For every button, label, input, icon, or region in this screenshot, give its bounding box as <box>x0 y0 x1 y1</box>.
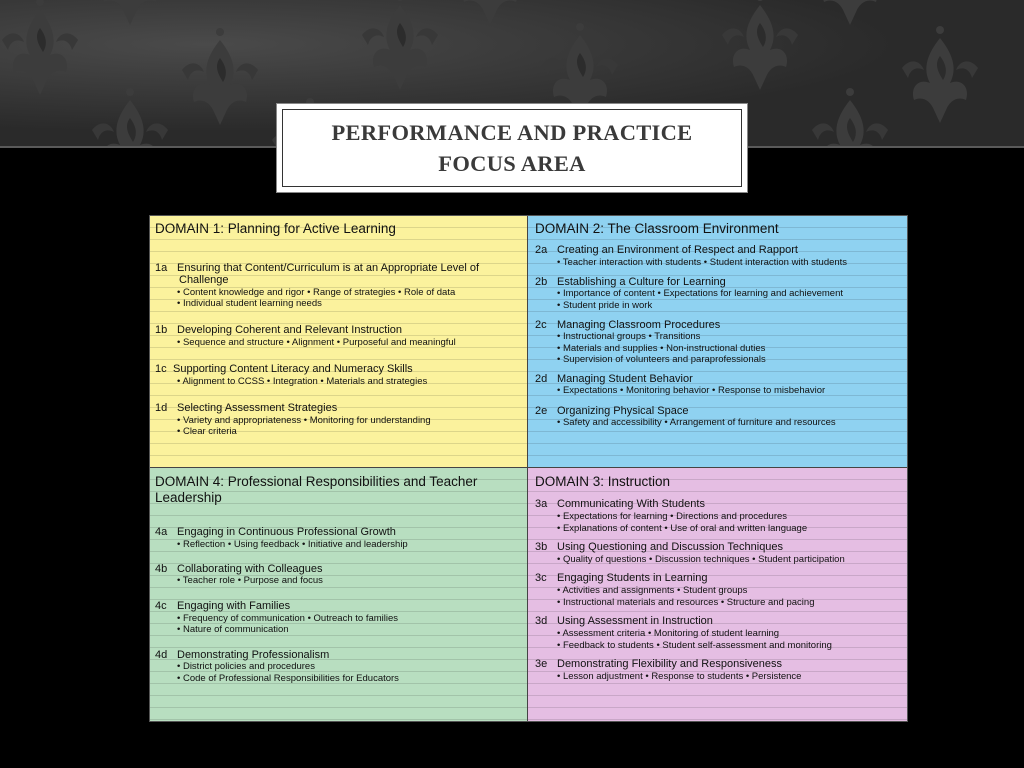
item-3c-title: Engaging Students in Learning <box>557 572 708 584</box>
item-3e <box>535 658 782 670</box>
title-line-2: FOCUS AREA <box>438 151 586 176</box>
item-4b-line-1: • Teacher role • Purpose and focus <box>177 575 323 586</box>
item-1c-num: 1c <box>155 363 167 375</box>
item-1a-line-2: • Individual student learning needs <box>177 298 322 309</box>
item-4b-num: 4b <box>155 563 168 575</box>
item-2e-num: 2e <box>535 405 548 417</box>
grid-divider-vertical <box>527 216 528 721</box>
item-2c-line-1: • Instructional groups • Transitions <box>557 331 701 342</box>
item-2a-line-1: • Teacher interaction with students • Student interaction with students <box>557 257 848 268</box>
item-2a <box>535 244 798 256</box>
item-2e-line-1: • Safety and accessibility • Arrangement of furniture and resources <box>557 417 836 428</box>
item-1b-num: 1b <box>155 324 168 336</box>
item-1b-line-1: • Sequence and structure • Alignment • Purposeful and meaningful <box>177 337 456 348</box>
item-2a-num: 2a <box>535 244 548 256</box>
item-1b <box>155 324 402 336</box>
item-4c <box>155 600 290 612</box>
item-1a-title-cont: Challenge <box>179 274 229 286</box>
item-3e-num: 3e <box>535 658 548 670</box>
item-2c-line-3: • Supervision of volunteers and paraprofessionals <box>557 354 766 365</box>
item-3d <box>535 615 713 627</box>
item-4c-num: 4c <box>155 600 167 612</box>
item-3b-line-1: • Quality of questions • Discussion techniques • Student participation <box>557 554 845 565</box>
item-2d <box>535 373 693 385</box>
domain-4-panel <box>150 468 527 721</box>
item-3a-line-1: • Expectations for learning • Directions and procedures <box>557 511 788 522</box>
item-3d-num: 3d <box>535 615 548 627</box>
item-4d-title: Demonstrating Professionalism <box>177 649 330 661</box>
title-box <box>277 104 747 192</box>
item-4a <box>155 526 396 538</box>
item-3b-num: 3b <box>535 541 548 553</box>
item-2b <box>535 276 726 288</box>
item-2c-num: 2c <box>535 319 547 331</box>
item-1d-line-1: • Variety and appropriateness • Monitoring for understanding <box>177 415 431 426</box>
domain-3-title: DOMAIN 3: Instruction <box>535 474 671 489</box>
item-2d-title: Managing Student Behavior <box>557 373 693 385</box>
item-1a <box>155 262 479 274</box>
item-3c-num: 3c <box>535 572 547 584</box>
item-4c-line-2: • Nature of communication <box>177 624 289 635</box>
item-3e-line-1: • Lesson adjustment • Response to students • Persistence <box>557 671 802 682</box>
item-3e-title: Demonstrating Flexibility and Responsiveness <box>557 658 782 670</box>
item-3c-line-2: • Instructional materials and resources • Structure and pacing <box>557 597 815 608</box>
item-2b-num: 2b <box>535 276 548 288</box>
item-1d-num: 1d <box>155 402 168 414</box>
item-3a-line-2: • Explanations of content • Use of oral and written language <box>557 523 808 534</box>
domain-grid <box>149 215 908 722</box>
item-4b <box>155 563 323 575</box>
domain-2-title: DOMAIN 2: The Classroom Environment <box>535 221 779 236</box>
item-4d-line-2: • Code of Professional Responsibilities for Educators <box>177 673 399 684</box>
item-1d-title: Selecting Assessment Strategies <box>177 402 338 414</box>
item-1d <box>155 402 337 414</box>
domain-1-panel <box>150 216 527 467</box>
item-4c-title: Engaging with Families <box>177 600 291 612</box>
item-1a-title: Ensuring that Content/Curriculum is at an Appropriate Level of <box>177 262 480 274</box>
item-2c <box>535 319 720 331</box>
item-2b-title: Establishing a Culture for Learning <box>557 276 726 288</box>
page-title <box>302 117 722 179</box>
domain-4-title-line-1: DOMAIN 4: Professional Responsibilities and Teacher <box>155 474 478 489</box>
item-3a-title: Communicating With Students <box>557 498 705 510</box>
item-4a-title: Engaging in Continuous Professional Growth <box>177 526 396 538</box>
item-2e <box>535 405 688 417</box>
item-2d-line-1: • Expectations • Monitoring behavior • Response to misbehavior <box>557 385 826 396</box>
item-1c <box>155 363 413 375</box>
item-4d <box>155 649 329 661</box>
item-3d-line-2: • Feedback to students • Student self-assessment and monitoring <box>557 640 832 651</box>
item-1c-line-1: • Alignment to CCSS • Integration • Materials and strategies <box>177 376 428 387</box>
item-3b <box>535 541 783 553</box>
item-4d-line-1: • District policies and procedures <box>177 661 315 672</box>
item-3c-line-1: • Activities and assignments • Student groups <box>557 585 748 596</box>
item-4d-num: 4d <box>155 649 168 661</box>
grid-divider-horizontal <box>150 467 907 468</box>
item-3d-title: Using Assessment in Instruction <box>557 615 713 627</box>
item-2d-num: 2d <box>535 373 548 385</box>
item-2c-line-2: • Materials and supplies • Non-instructional duties <box>557 343 766 354</box>
item-1d-line-2: • Clear criteria <box>177 426 237 437</box>
item-2e-title: Organizing Physical Space <box>557 405 689 417</box>
domain-4-title <box>155 474 477 506</box>
item-4a-num: 4a <box>155 526 168 538</box>
item-4b-title: Collaborating with Colleagues <box>177 563 323 575</box>
item-2b-line-1: • Importance of content • Expectations for learning and achievement <box>557 288 844 299</box>
item-4a-line-1: • Reflection • Using feedback • Initiative and leadership <box>177 539 408 550</box>
item-2a-title: Creating an Environment of Respect and Rapport <box>557 244 798 256</box>
item-2c-title: Managing Classroom Procedures <box>557 319 721 331</box>
item-1a-num: 1a <box>155 262 168 274</box>
item-3b-title: Using Questioning and Discussion Techniques <box>557 541 784 553</box>
item-1c-title: Supporting Content Literacy and Numeracy Skills <box>173 363 413 375</box>
item-1a-line-1: • Content knowledge and rigor • Range of strategies • Role of data <box>177 287 456 298</box>
item-3c <box>535 572 707 584</box>
domain-1-title: DOMAIN 1: Planning for Active Learning <box>155 221 396 236</box>
domain-2-panel <box>528 216 907 467</box>
item-1b-title: Developing Coherent and Relevant Instruction <box>177 324 403 336</box>
item-3d-line-1: • Assessment criteria • Monitoring of student learning <box>557 628 780 639</box>
item-3a <box>535 498 705 510</box>
domain-3-panel <box>528 468 907 721</box>
domain-4-title-line-2: Leadership <box>155 490 222 505</box>
title-line-1: PERFORMANCE AND PRACTICE <box>331 120 693 145</box>
item-4c-line-1: • Frequency of communication • Outreach to families <box>177 613 399 624</box>
item-3a-num: 3a <box>535 498 548 510</box>
item-2b-line-2: • Student pride in work <box>557 300 653 311</box>
